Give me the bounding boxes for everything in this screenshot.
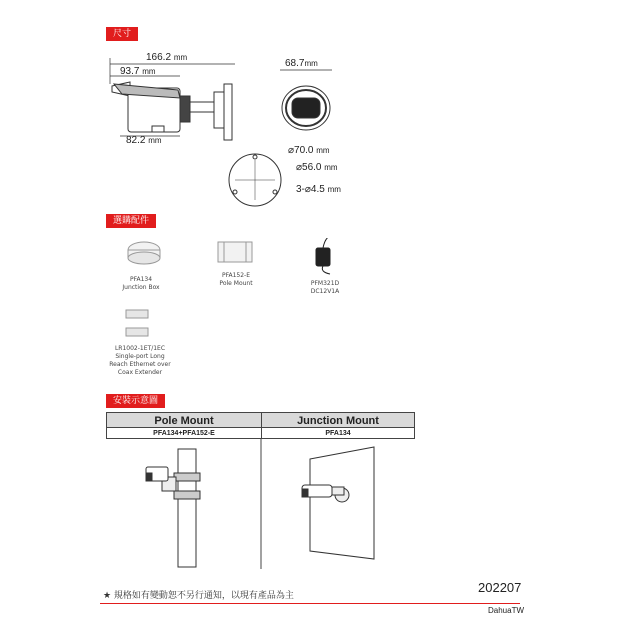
document-number: 202207 <box>478 580 522 595</box>
dimension-drawing <box>100 40 380 210</box>
power-adapter-image <box>316 238 330 274</box>
footer-rule <box>100 603 520 604</box>
dim-hole-circle: ⌀56.0 mm <box>296 162 338 173</box>
dim-bottom-length: 82.2 mm <box>126 135 162 146</box>
junction-mount-header: Junction Mount <box>261 412 415 428</box>
pole-mount-image <box>218 242 252 262</box>
camera-side-view <box>110 58 235 140</box>
pole-mount-model: PFA134+PFA152-E <box>106 428 262 439</box>
junction-box-image <box>128 242 160 264</box>
installation-illustrations <box>106 439 416 569</box>
section-tag-dimensions: 尺寸 <box>106 27 138 41</box>
dim-screw-holes: 3-⌀4.5 mm <box>296 184 341 195</box>
disclaimer-note: ★ 規格如有變動恕不另行通知，以現有產品為主 <box>103 591 294 601</box>
dim-body-length: 93.7 mm <box>120 66 156 77</box>
section-tag-accessories: 選購配件 <box>106 214 156 228</box>
junction-mount-model: PFA134 <box>261 428 415 439</box>
accessory-extender: LR1002-1ET/1EC Single-port Long Reach Ethernet over Coax Extender <box>109 345 171 376</box>
accessory-power-adapter: PFM321D DC12V1A <box>310 280 340 295</box>
dim-front-width: 68.7mm <box>285 58 318 69</box>
junction-mount-illustration <box>302 447 374 559</box>
accessory-junction-box: PFA134 Junction Box <box>122 276 160 291</box>
brand-label: DahuaTW <box>488 606 525 615</box>
camera-front-view <box>280 70 332 130</box>
dim-base-diameter: ⌀70.0 mm <box>288 145 330 156</box>
camera-base-view <box>229 154 281 206</box>
dim-total-length: 166.2 mm <box>146 52 188 63</box>
accessory-pole-mount: PFA152-E Pole Mount <box>219 272 253 287</box>
extender-image <box>126 310 148 336</box>
section-tag-installation: 安裝示意圖 <box>106 394 165 408</box>
pole-mount-header: Pole Mount <box>106 412 262 428</box>
pole-mount-illustration <box>146 449 200 567</box>
